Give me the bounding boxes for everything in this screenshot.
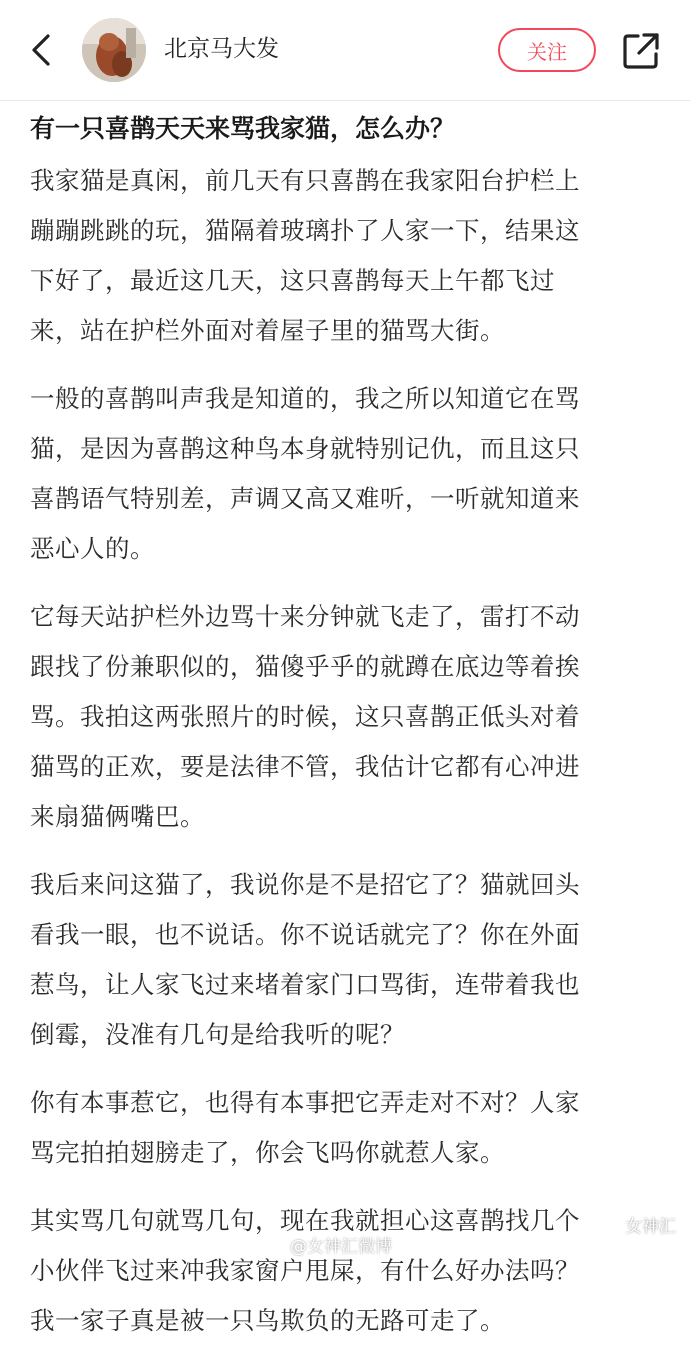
watermark-logo [593, 1212, 676, 1237]
paragraph-gap [30, 356, 670, 374]
paragraph-line: 猫，是因为喜鹊这种鸟本身就特别记仇，而且这只 [30, 434, 580, 463]
post-paragraph [30, 1196, 670, 1346]
paragraph-line: 惹鸟，让人家飞过来堵着家门口骂街，连带着我也 [30, 970, 580, 999]
paragraph-gap [30, 574, 670, 592]
paragraph-line: 下好了，最近这几天，这只喜鹊每天上午都飞过 [30, 266, 555, 295]
post-body [30, 156, 670, 1346]
post-paragraph [30, 860, 670, 1060]
post-paragraph [30, 1078, 670, 1178]
paragraph-line: 其实骂几句就骂几句，现在我就担心这喜鹊找几个 [30, 1206, 580, 1235]
paragraph-line: 你有本事惹它，也得有本事把它弄走对不对？人家 [30, 1088, 580, 1117]
paragraph-line: 喜鹊语气特别差，声调又高又难听，一听就知道来 [30, 484, 580, 513]
paragraph-line: 来扇猫俩嘴巴。 [30, 802, 205, 831]
paragraph-line: 小伙伴飞过来冲我家窗户甩屎，有什么好办法吗？ [30, 1256, 580, 1285]
chevron-left-icon[interactable] [26, 30, 56, 70]
paragraph-line: 我家猫是真闲，前几天有只喜鹊在我家阳台护栏上 [30, 166, 580, 195]
share-icon[interactable] [620, 30, 662, 72]
watermark-center-text: @女神汇微博 [290, 1237, 392, 1257]
paragraph-line: 来，站在护栏外面对着屋子里的猫骂大街。 [30, 316, 505, 345]
paragraph-line: 骂。我拍这两张照片的时候，这只喜鹊正低头对着 [30, 702, 580, 731]
wechat-icon [593, 1214, 619, 1236]
paragraph-line: 我一家子真是被一只鸟欺负的无路可走了。 [30, 1306, 505, 1335]
paragraph-gap [30, 1060, 670, 1078]
post-paragraph [30, 156, 670, 356]
paragraph-gap [30, 1178, 670, 1196]
paragraph-line: 看我一眼，也不说话。你不说话就完了？你在外面 [30, 920, 580, 949]
paragraph-gap [30, 842, 670, 860]
avatar-image [82, 18, 146, 82]
follow-button[interactable]: 关注 [498, 28, 596, 72]
paragraph-line: 一般的喜鹊叫声我是知道的，我之所以知道它在骂 [30, 384, 580, 413]
paragraph-line: 它每天站护栏外边骂十来分钟就飞走了，雷打不动 [30, 602, 580, 631]
paragraph-line: 蹦蹦跳跳的玩，猫隔着玻璃扑了人家一下，结果这 [30, 216, 580, 245]
author-name[interactable]: 北京马大发 [164, 36, 279, 62]
paragraph-line: 倒霉，没准有几句是给我听的呢？ [30, 1020, 405, 1049]
post-content [30, 106, 670, 1346]
header-divider [0, 100, 690, 101]
paragraph-line: 跟找了份兼职似的，猫傻乎乎的就蹲在底边等着挨 [30, 652, 580, 681]
top-nav-bar [0, 0, 690, 100]
watermark-right-text: 女神汇 [625, 1217, 676, 1237]
paragraph-line: 我后来问这猫了，我说你是不是招它了？猫就回头 [30, 870, 580, 899]
paragraph-line: 猫骂的正欢，要是法律不管，我估计它都有心冲进 [30, 752, 580, 781]
avatar[interactable] [82, 18, 146, 82]
post-paragraph [30, 374, 670, 574]
paragraph-line: 恶心人的。 [30, 534, 155, 563]
post-paragraph [30, 592, 670, 842]
paragraph-line: 骂完拍拍翅膀走了，你会飞吗你就惹人家。 [30, 1138, 505, 1167]
post-title: 有一只喜鹊天天来骂我家猫，怎么办？ [30, 114, 456, 143]
